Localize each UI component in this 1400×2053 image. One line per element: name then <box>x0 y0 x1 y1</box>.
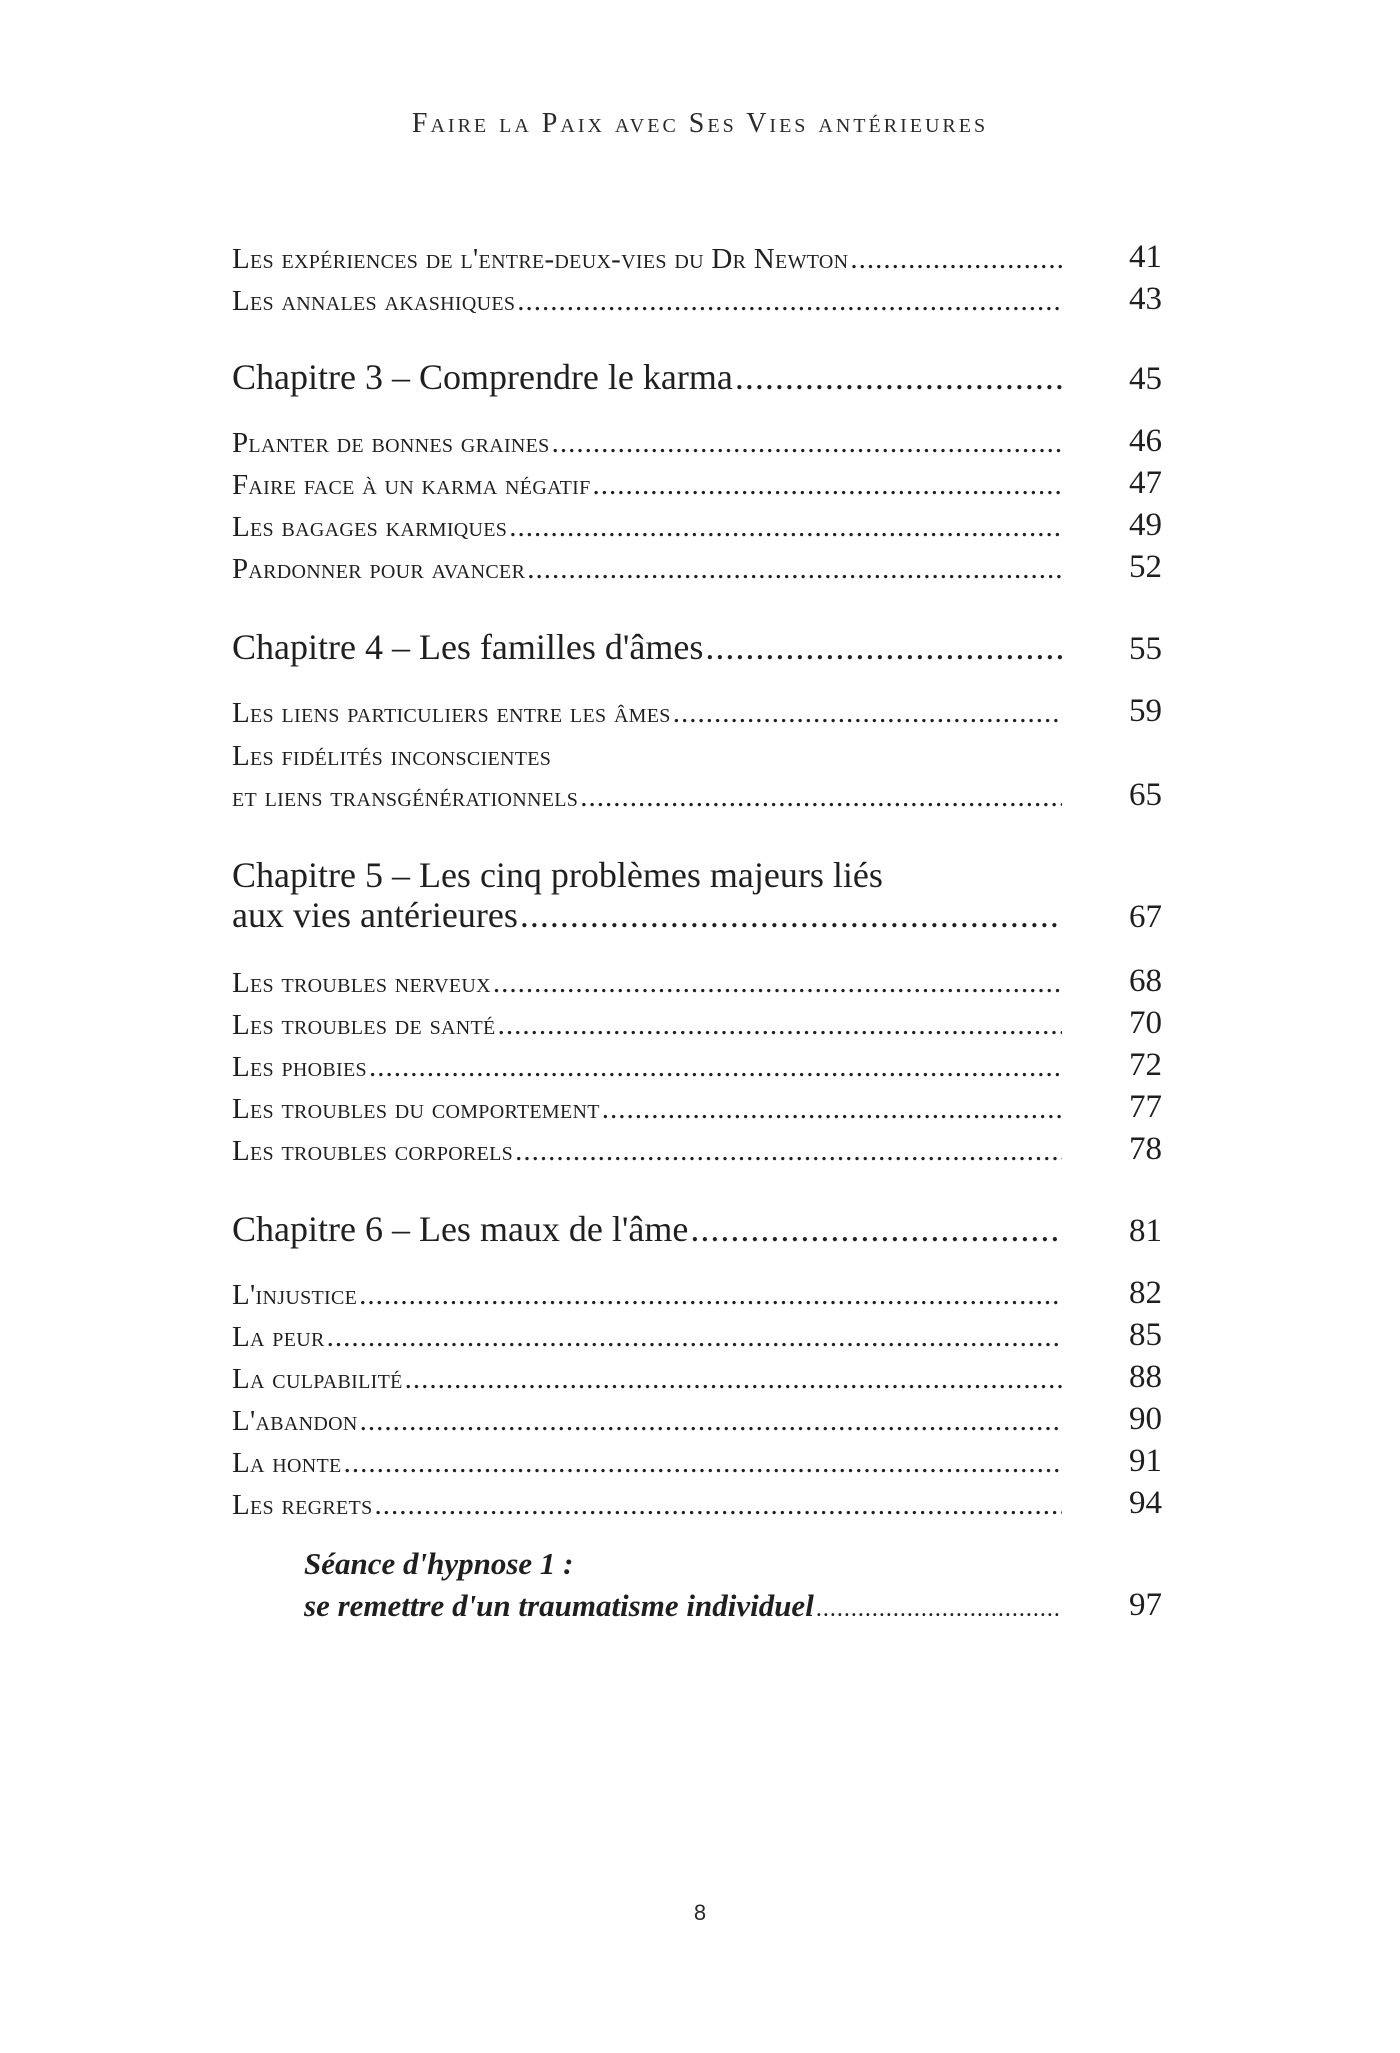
toc-entry-label: Les expériences de l'entre-deux-vies du Dr Newton <box>232 243 849 275</box>
toc-entry-page: 49 <box>1129 507 1162 543</box>
toc-entry-label: Les annales akashiques <box>232 285 516 317</box>
toc-session-entry[interactable] <box>232 1584 1162 1630</box>
toc-chapter-entry[interactable] <box>232 358 1162 404</box>
toc-entry[interactable] <box>232 1044 1162 1090</box>
toc-entry-page: 41 <box>1129 239 1162 275</box>
toc-entry-label: L'abandon <box>232 1405 358 1437</box>
toc-entry[interactable] <box>232 546 1162 592</box>
leader-dots <box>688 1208 1062 1250</box>
toc-entry-label: Planter de bonnes graines <box>232 427 550 459</box>
leader-dots <box>600 1093 1062 1126</box>
leader-dots <box>515 285 1062 318</box>
toc-session-label-line2: se remettre d'un traumatisme individuel <box>304 1588 814 1623</box>
toc-entry-label: Les liens particuliers entre les âmes <box>232 697 671 729</box>
running-title: Faire la Paix avec Ses Vies antérieures <box>411 108 989 139</box>
page-number: 8 <box>693 1900 707 1925</box>
toc-entry-page: 65 <box>1129 777 1162 813</box>
leader-dots <box>671 697 1062 730</box>
toc-entry-page: 59 <box>1129 693 1162 729</box>
toc-entry-label: Les troubles corporels <box>232 1135 514 1167</box>
leader-dots <box>373 1489 1062 1522</box>
leader-dots <box>814 1596 1062 1623</box>
toc-chapter-entry[interactable] <box>232 628 1162 674</box>
toc-entry-label: Les troubles du comportement <box>232 1093 600 1125</box>
leader-dots <box>325 1321 1062 1354</box>
toc-entry[interactable] <box>232 462 1162 508</box>
toc-entry-label: Les bagages karmiques <box>232 511 508 543</box>
toc-entry[interactable] <box>232 278 1162 324</box>
toc-entry-page: 90 <box>1129 1401 1162 1437</box>
leader-dots <box>733 356 1062 398</box>
toc-entry-page: 47 <box>1129 465 1162 501</box>
toc-entry-page: 82 <box>1129 1275 1162 1311</box>
leader-dots <box>358 1405 1062 1438</box>
leader-dots <box>591 469 1063 502</box>
toc-chapter-entry[interactable] <box>232 1210 1162 1256</box>
toc-entry-label: Les regrets <box>232 1489 373 1521</box>
toc-entry[interactable] <box>232 1314 1162 1360</box>
toc-entry-page: 81 <box>1129 1213 1162 1249</box>
leader-dots <box>367 1051 1062 1084</box>
leader-dots <box>403 1363 1062 1396</box>
leader-dots <box>550 427 1062 460</box>
toc-entry-page: 67 <box>1129 899 1162 935</box>
toc-entry-page: 68 <box>1129 963 1162 999</box>
toc-entry[interactable] <box>232 420 1162 466</box>
toc-entry[interactable] <box>232 1086 1162 1132</box>
toc-entry-page: 97 <box>1129 1587 1162 1623</box>
toc-entry[interactable] <box>232 1128 1162 1174</box>
toc-entry-page: 46 <box>1129 423 1162 459</box>
toc-chapter-label: Chapitre 6 – Les maux de l'âme <box>232 1209 689 1249</box>
toc-chapter-entry[interactable] <box>232 896 1162 942</box>
toc-entry-label: La honte <box>232 1447 342 1479</box>
toc-entry[interactable] <box>232 1398 1162 1444</box>
toc-entry-label: Les phobies <box>232 1051 367 1083</box>
toc-entry[interactable] <box>232 690 1162 736</box>
toc-entry[interactable] <box>232 236 1162 282</box>
toc-entry-label: Les troubles nerveux <box>232 967 491 999</box>
toc-entry-page: 94 <box>1129 1485 1162 1521</box>
toc-entry-page: 72 <box>1129 1047 1162 1083</box>
toc-entry-label: Faire face à un karma négatif <box>232 469 591 501</box>
toc-session-label-line1: Séance d'hypnose 1 : <box>304 1546 574 1581</box>
toc-entry-label: La peur <box>232 1321 325 1353</box>
leader-dots <box>496 1009 1062 1042</box>
toc-entry-page: 55 <box>1129 631 1162 667</box>
toc-entry[interactable] <box>232 1002 1162 1048</box>
leader-dots <box>491 967 1062 1000</box>
toc-entry-label-line1: Les fidélités inconscientes <box>232 740 552 772</box>
leader-dots <box>342 1447 1062 1480</box>
toc-entry[interactable] <box>232 774 1162 820</box>
toc-entry[interactable] <box>232 1482 1162 1528</box>
toc-entry[interactable] <box>232 1272 1162 1318</box>
toc-entry-page: 88 <box>1129 1359 1162 1395</box>
leader-dots <box>357 1279 1062 1312</box>
toc-entry-page: 78 <box>1129 1131 1162 1167</box>
toc-entry-label: L'injustice <box>232 1279 358 1311</box>
toc-chapter-label: Chapitre 4 – Les familles d'âmes <box>232 627 704 667</box>
toc-entry-page: 85 <box>1129 1317 1162 1353</box>
toc-entry-page: 70 <box>1129 1005 1162 1041</box>
toc-entry[interactable] <box>232 1356 1162 1402</box>
toc-entry-label: Pardonner pour avancer <box>232 553 526 585</box>
toc-entry-label: Les troubles de santé <box>232 1009 496 1041</box>
toc-entry-page: 91 <box>1129 1443 1162 1479</box>
leader-dots <box>525 553 1062 586</box>
toc-entry-label-line2: et liens transgénérationnels <box>232 781 579 813</box>
toc-entry[interactable] <box>232 504 1162 550</box>
toc-chapter-label-line1: Chapitre 5 – Les cinq problèmes majeurs liés <box>232 855 883 895</box>
leader-dots <box>848 243 1062 276</box>
leader-dots <box>507 511 1062 544</box>
toc-chapter-label: Chapitre 3 – Comprendre le karma <box>232 357 733 397</box>
toc-entry[interactable] <box>232 960 1162 1006</box>
toc-entry-page: 52 <box>1129 549 1162 585</box>
toc-chapter-label-line2: aux vies antérieures <box>232 895 518 935</box>
leader-dots <box>578 781 1062 814</box>
leader-dots <box>513 1135 1062 1168</box>
toc-entry-label: La culpabilité <box>232 1363 403 1395</box>
toc-entry[interactable] <box>232 1440 1162 1486</box>
leader-dots <box>703 626 1062 668</box>
toc-entry-page: 43 <box>1129 281 1162 317</box>
leader-dots <box>518 894 1062 936</box>
toc-entry-page: 45 <box>1129 361 1162 397</box>
toc-entry-page: 77 <box>1129 1089 1162 1125</box>
